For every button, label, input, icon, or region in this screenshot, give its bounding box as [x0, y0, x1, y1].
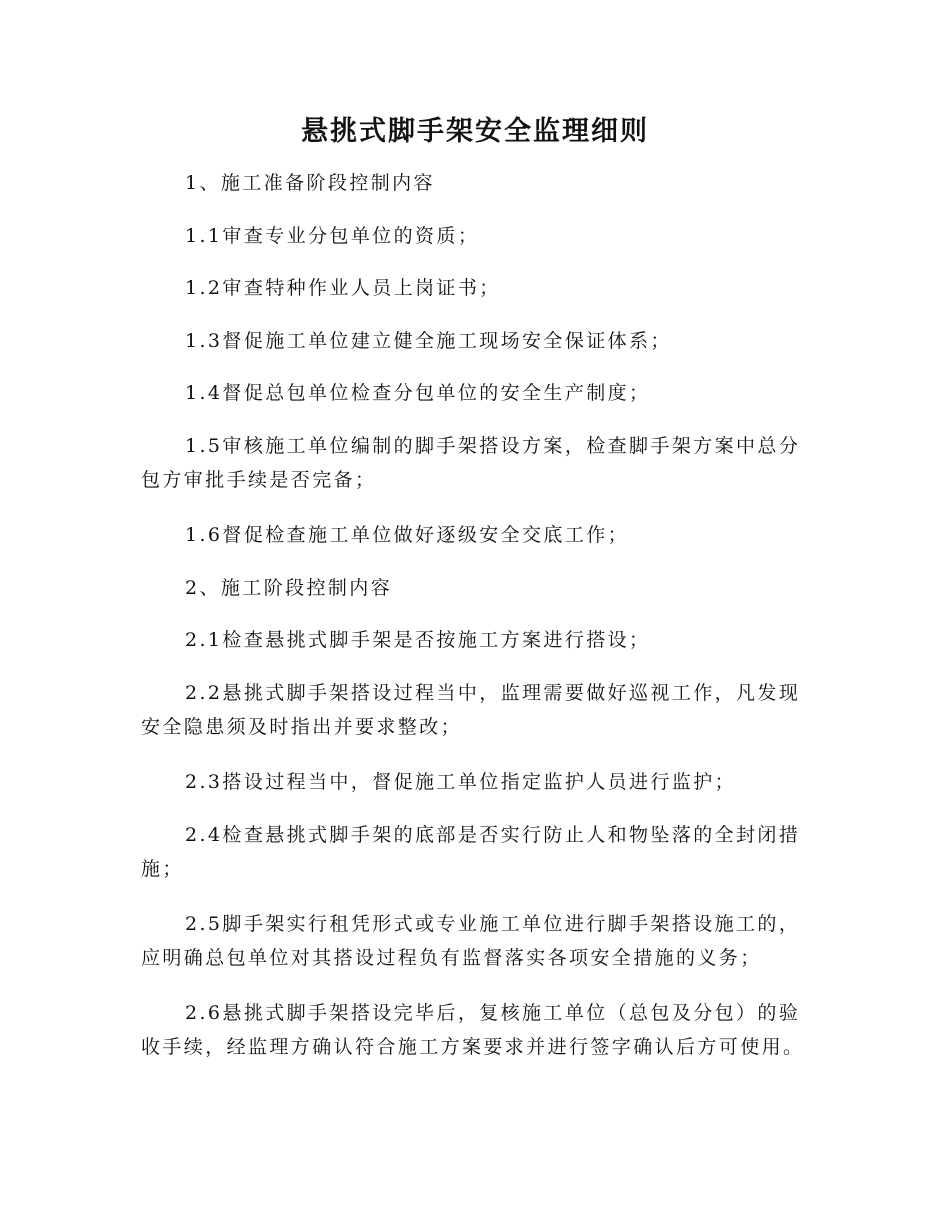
- paragraph-2-5: 2.5脚手架实行租凭形式或专业施工单位进行脚手架搭设施工的，应明确总包单位对其搭设过程负有监督落实各项安全措施的义务；: [141, 913, 801, 969]
- paragraph-2-3: 2.3搭设过程当中，督促施工单位指定监护人员进行监护；: [185, 771, 737, 793]
- paragraph-2-2: 2.2悬挑式脚手架搭设过程当中，监理需要做好巡视工作，凡发现安全隐患须及时指出并要求整改；: [141, 682, 801, 738]
- section-heading-1: 1、施工准备阶段控制内容: [185, 172, 435, 194]
- paragraph-1-4: 1.4督促总包单位检查分包单位的安全生产制度；: [185, 382, 651, 404]
- paragraph-1-5: 1.5审核施工单位编制的脚手架搭设方案，检查脚手架方案中总分包方审批手续是否完备；: [141, 435, 801, 491]
- paragraph-2-1: 2.1检查悬挑式脚手架是否按施工方案进行搭设；: [185, 629, 651, 651]
- paragraph-1-3: 1.3督促施工单位建立健全施工现场安全保证体系；: [185, 330, 672, 352]
- paragraph-1-6: 1.6督促检查施工单位做好逐级安全交底工作；: [185, 524, 630, 546]
- paragraph-1-1: 1.1审查专业分包单位的资质；: [185, 225, 480, 247]
- document-title: 悬挑式脚手架安全监理细则: [301, 116, 649, 147]
- section-heading-2: 2、施工阶段控制内容: [185, 577, 393, 599]
- paragraph-1-2: 1.2审查特种作业人员上岗证书；: [185, 277, 501, 299]
- paragraph-2-4: 2.4检查悬挑式脚手架的底部是否实行防止人和物坠落的全封闭措施；: [141, 824, 801, 880]
- paragraph-2-6: 2.6悬挑式脚手架搭设完毕后，复核施工单位（总包及分包）的验收手续，经监理方确认符合施工方案要求并进行签字确认后方可使用。: [141, 1002, 805, 1058]
